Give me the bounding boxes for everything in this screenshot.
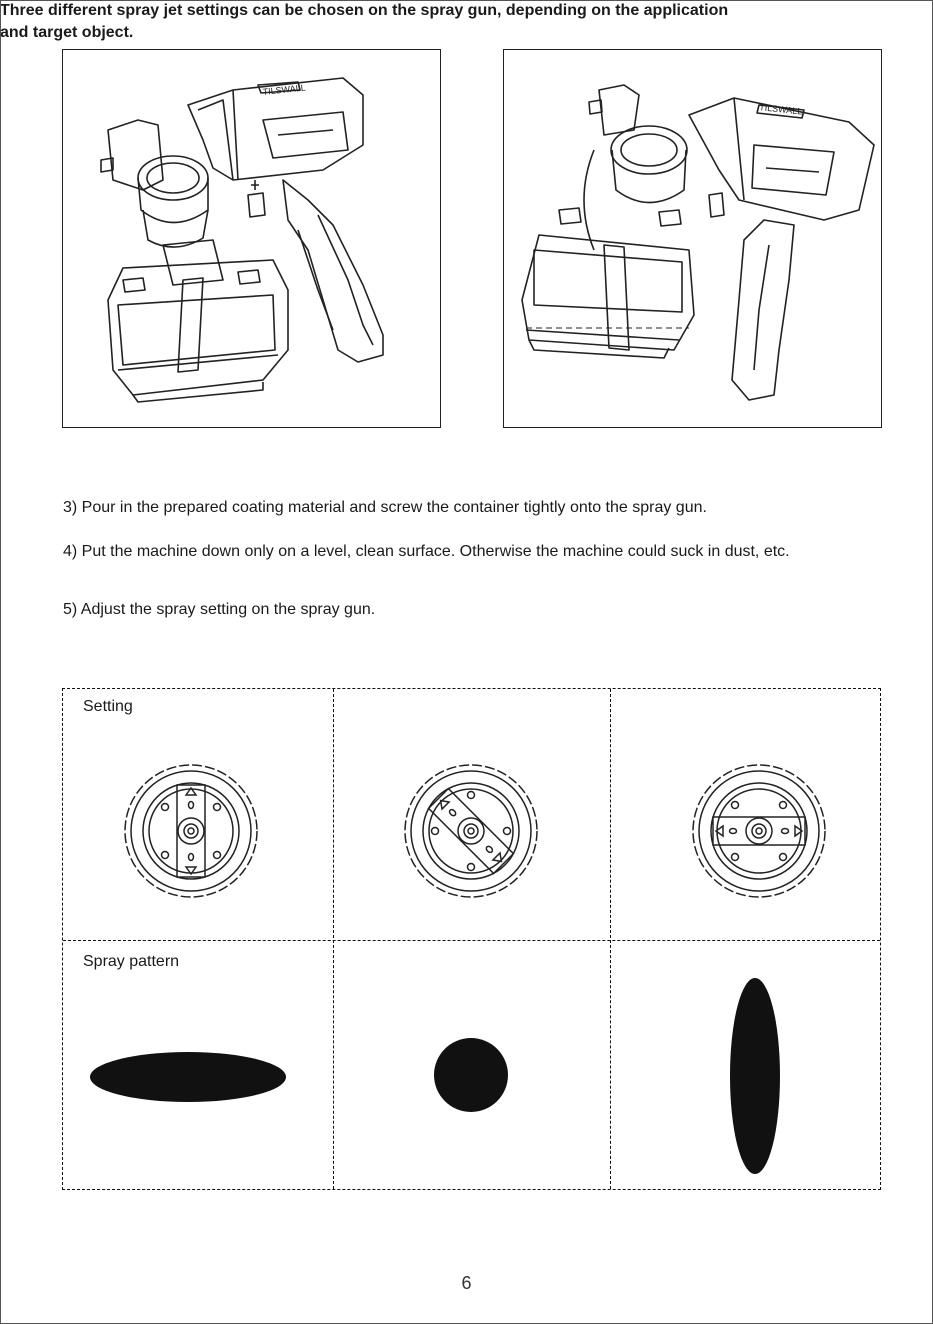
spray-gun-illustration-right bbox=[503, 49, 882, 428]
table-divider-2 bbox=[610, 689, 611, 1189]
brand-label-left: TILSWALL bbox=[262, 82, 307, 97]
spray-settings-table bbox=[62, 688, 881, 1190]
note-line-1: Three different spray jet settings can be chosen on the spray gun, depending on the application bbox=[0, 2, 729, 19]
table-divider-1 bbox=[333, 689, 334, 1189]
spray-gun-illustration-left bbox=[62, 49, 441, 428]
brand-label-right: TILSWALL bbox=[758, 102, 803, 117]
setting-label: Setting bbox=[83, 698, 133, 715]
nozzle-dial-setting-1 bbox=[121, 761, 261, 901]
spray-pattern-vertical bbox=[727, 976, 783, 1176]
page-number: 6 bbox=[461, 1273, 472, 1293]
spray-gun-drawing-left bbox=[63, 50, 440, 427]
spray-gun-drawing-right bbox=[504, 50, 881, 427]
instruction-step-3: 3) Pour in the prepared coating material and screw the container tightly onto the spray gun. bbox=[63, 499, 707, 516]
spray-pattern-round bbox=[431, 1035, 511, 1115]
nozzle-dial-setting-2 bbox=[401, 761, 541, 901]
instruction-step-4: 4) Put the machine down only on a level, clean surface. Otherwise the machine could suck in dust, etc. bbox=[63, 543, 790, 560]
note-line-2: and target object. bbox=[0, 24, 134, 41]
nozzle-dial-setting-3 bbox=[689, 761, 829, 901]
instruction-step-5: 5) Adjust the spray setting on the spray gun. bbox=[63, 601, 376, 618]
table-row-divider bbox=[63, 940, 880, 941]
spray-pattern-label: Spray pattern bbox=[83, 953, 180, 970]
spray-pattern-horizontal bbox=[85, 1044, 291, 1114]
